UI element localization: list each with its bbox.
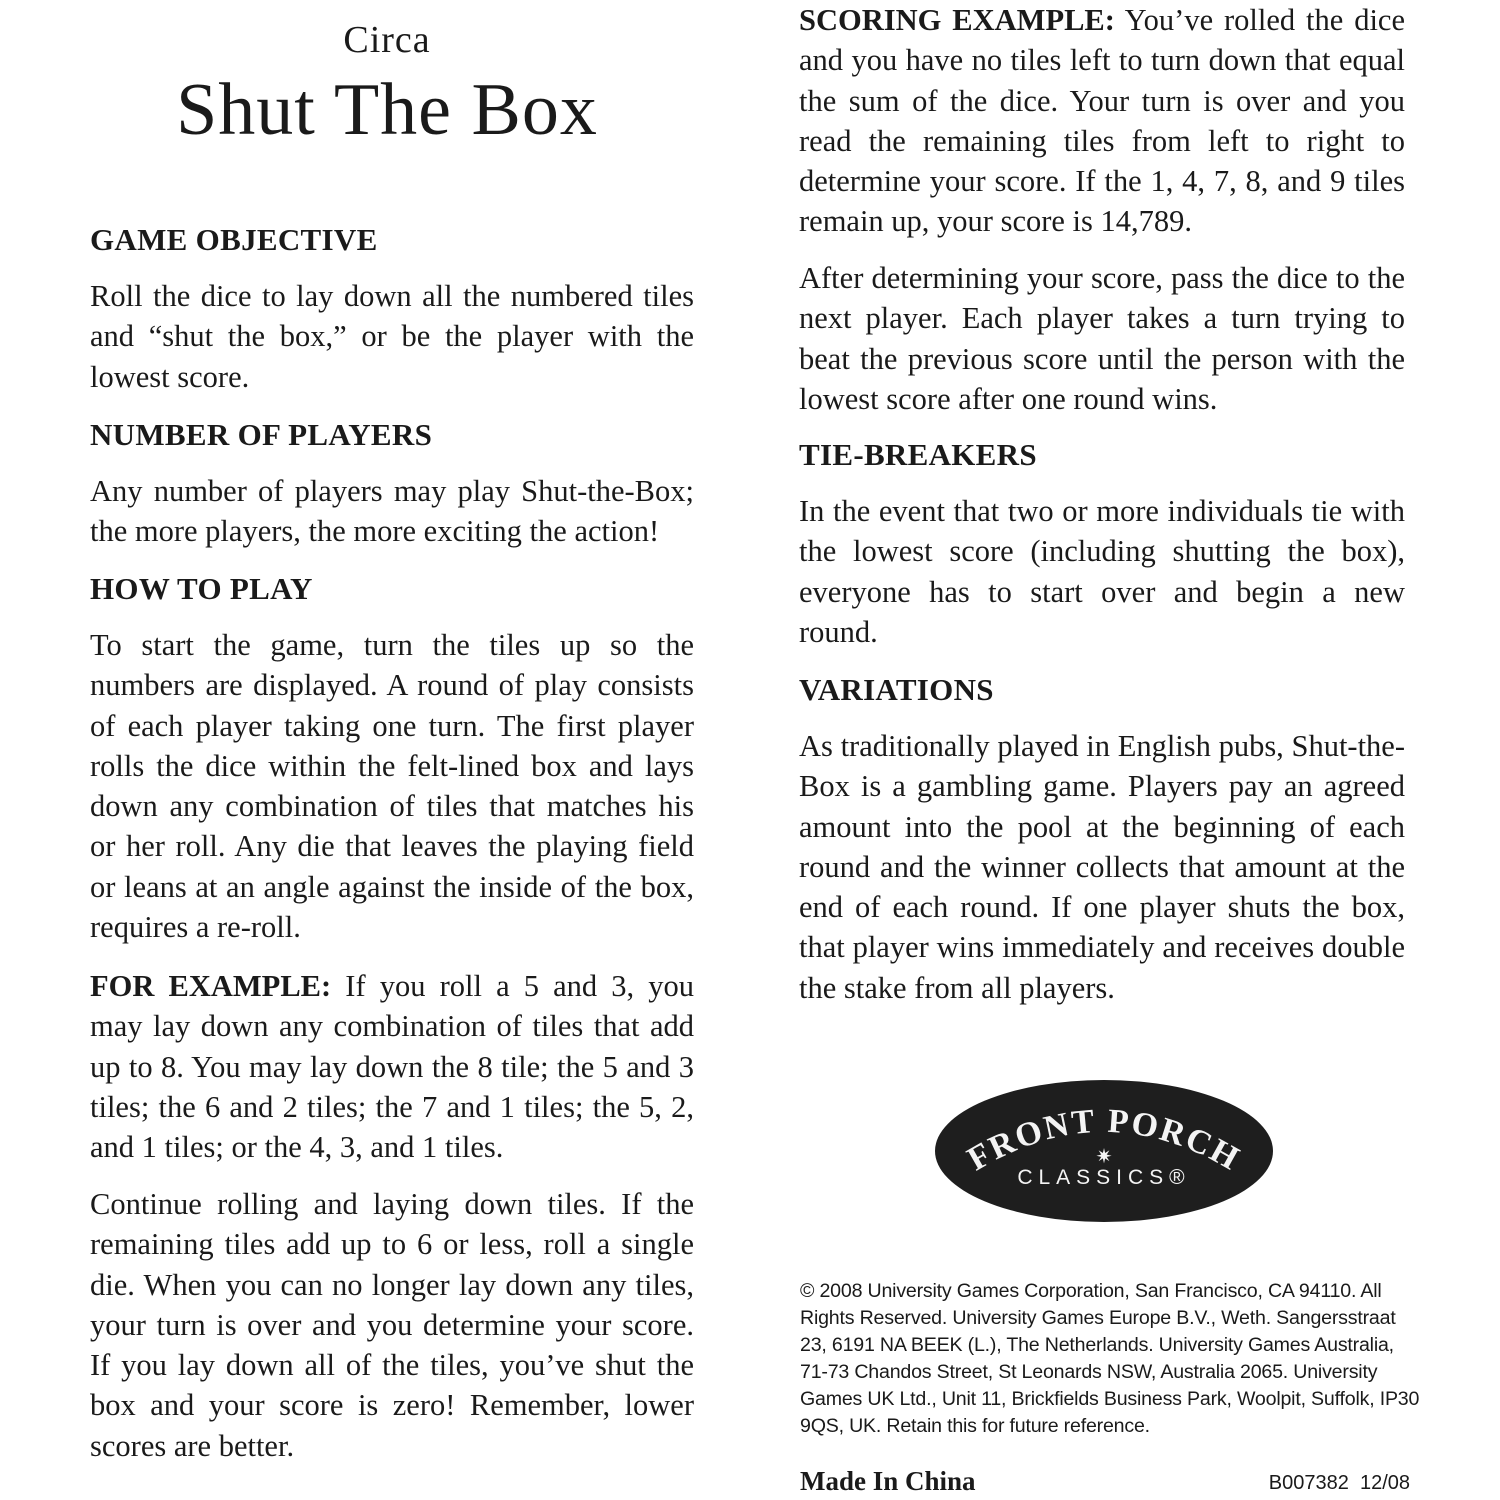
logo-line1: FRONT PORCH (961, 1102, 1247, 1179)
star-icon: ✷ (1095, 1144, 1113, 1168)
tie-breakers-heading: TIE-BREAKERS (799, 437, 1037, 472)
title-block (90, 18, 694, 153)
continue-section (90, 1184, 694, 1466)
how-to-play-text: To start the game, turn the tiles up so the numbers are displayed. A round of play consists of each player taking one turn. The first player rolls the dice within the felt-lined box and lays down any combination of tiles that matches his or her roll. Any die that leaves the playing field or leans at an angle against the inside of the box, requires a re-roll. (90, 628, 694, 945)
front-porch-classics-logo (935, 1080, 1273, 1222)
variations-section (799, 670, 1405, 1008)
scoring-example-section (799, 0, 1405, 242)
continue-text: Continue rolling and laying down tiles. If the remaining tiles add up to 6 or less, roll a single die. When you can no longer lay down any tiles, your turn is over and you determine your score. If you lay down all of the tiles, you’ve shut the box and your score is zero! Remember, lower scores are better. (90, 1187, 694, 1463)
tie-breakers-section (799, 435, 1405, 652)
scoring-example-text (799, 0, 1405, 242)
scoring-example-lead: SCORING EXAMPLE: (799, 3, 1115, 37)
objective-section (90, 220, 694, 397)
scoring-example-body: You’ve rolled the dice and you have no tiles left to turn down that equal the sum of the dice. Your turn is over and you read the remaining tiles from left to right to determine your score. If the 1, 4, 7, 8, and 9 tiles remain up, your score is 14,789. (799, 3, 1405, 239)
legal-notice: © 2008 University Games Corporation, San Francisco, CA 94110. All Rights Reserved. University Games Europe B.V., Weth. Sangersstraat 23, 6191 NA BEEK (L.), The Netherlands. University Games Australia, 71-73 Chandos Street, St Leonards NSW, Australia 2065. University Games UK Ltd., Unit 11, Brickfields Business Park, Woolpit, Suffolk, IP30 9QS, UK. Retain this for future reference. (800, 1280, 1420, 1437)
objective-heading: GAME OBJECTIVE (90, 222, 378, 257)
for-example-lead: FOR EXAMPLE: (90, 969, 332, 1003)
made-in-label: Made In China (800, 1466, 976, 1496)
players-heading: NUMBER OF PLAYERS (90, 417, 433, 452)
players-section (90, 415, 694, 552)
for-example-text (90, 966, 694, 1167)
variations-heading: VARIATIONS (799, 672, 994, 707)
how-to-play-section (90, 569, 694, 947)
players-text: Any number of players may play Shut-the-Box; the more players, the more exciting the action! (90, 474, 694, 549)
circa-label: Circa (343, 19, 431, 61)
how-to-play-heading: HOW TO PLAY (90, 571, 313, 606)
tie-breakers-text: In the event that two or more individuals tie with the lowest score (including shutting the box), everyone has to start over and begin a new round. (799, 494, 1405, 649)
product-code: B007382 12/08 (1268, 1472, 1410, 1494)
objective-text: Roll the dice to lay down all the numbered tiles and “shut the box,” or be the player with the lowest score. (90, 279, 694, 394)
for-example-body: If you roll a 5 and 3, you may lay down any combination of tiles that add up to 8. You may lay down the 8 tile; the 5 and 3 tiles; the 6 and 2 tiles; the 7 and 1 tiles; the 5, 2, and 1 tiles; or the 4, 3, and 1 tiles. (90, 969, 694, 1165)
for-example-section (90, 966, 694, 1167)
variations-text: As traditionally played in English pubs, Shut-the-Box is a gambling game. Players pay an agreed amount into the pool at the beginning of each round and the winner collects that amount at the end of each round. If one player shuts the box, that player wins immediately and receives double the stake from all players. (799, 729, 1405, 1005)
after-scoring-text: After determining your score, pass the dice to the next player. Each player takes a turn trying to beat the previous score until the person with the lowest score after one round wins. (799, 261, 1405, 416)
after-scoring-section (799, 258, 1405, 419)
logo-line2: CLASSICS® (1017, 1166, 1191, 1189)
page-title: Shut The Box (176, 69, 598, 151)
